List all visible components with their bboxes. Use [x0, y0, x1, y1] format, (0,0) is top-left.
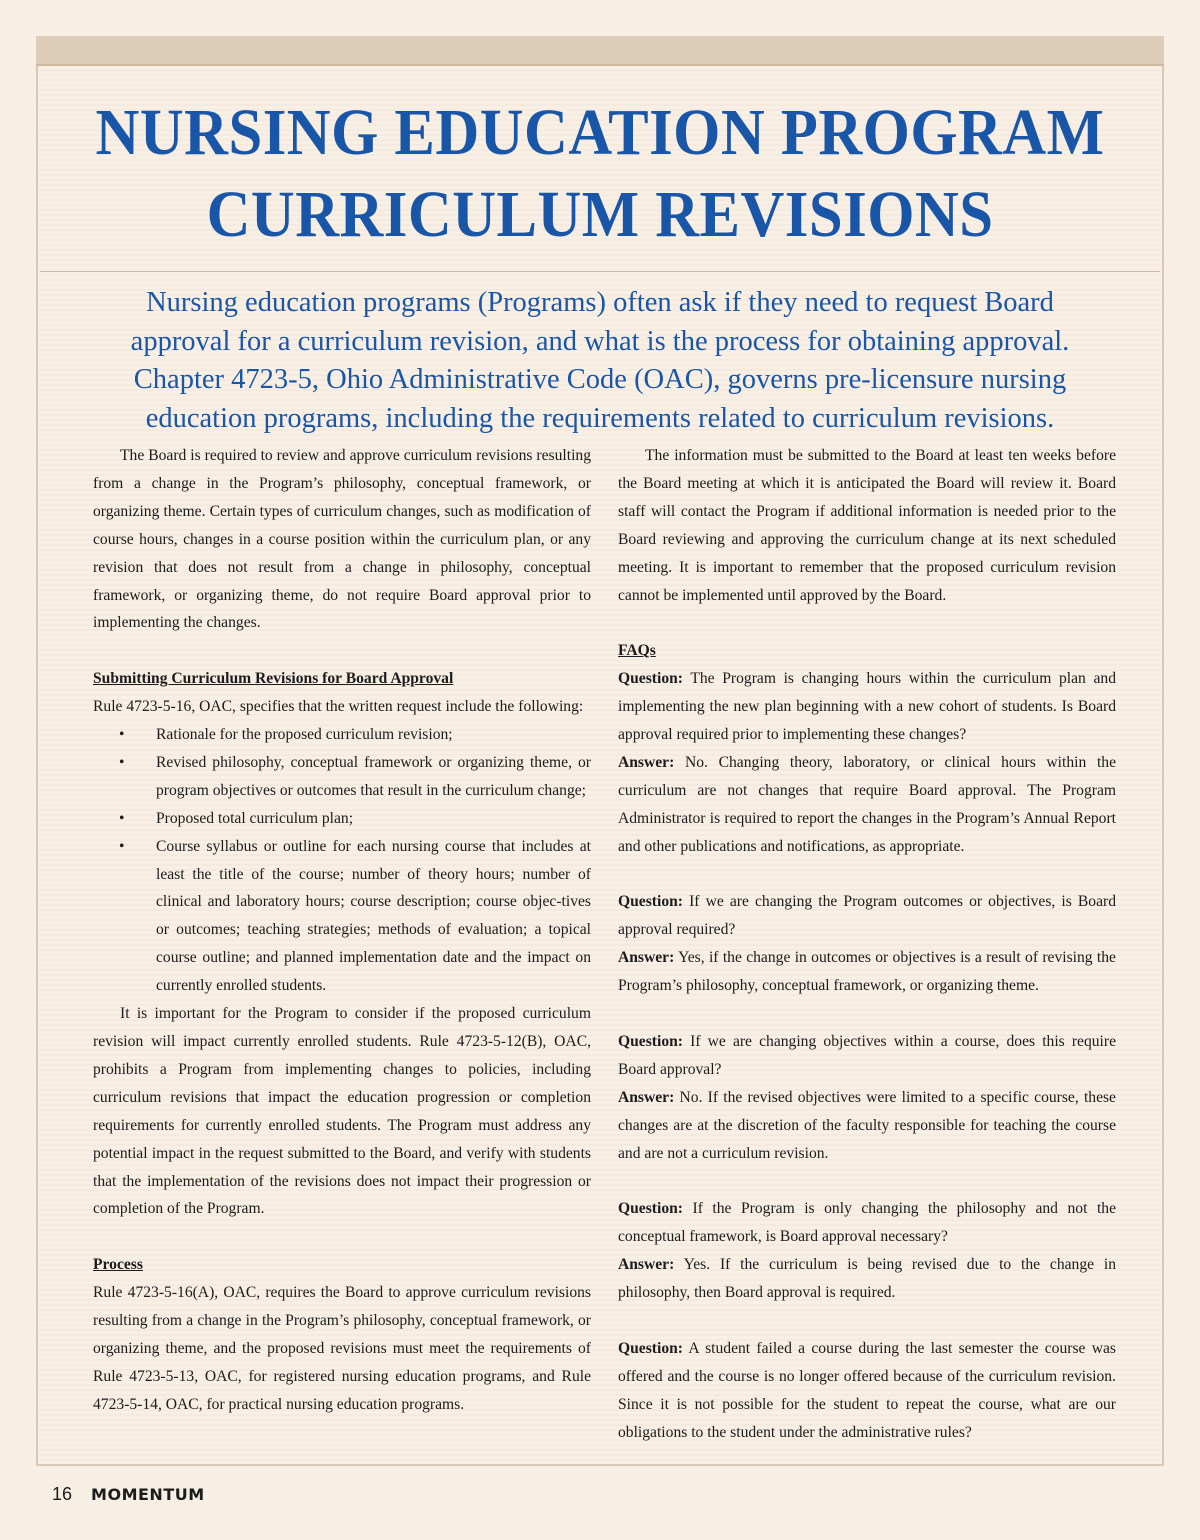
faq-question: Question: If the Program is only changing the philosophy and not the conceptual framework, is Board approval necessary?	[618, 1200, 1116, 1246]
paragraph: Rule 4723-5-16(A), OAC, requires the Board to approve curriculum revisions resulting from a change in the Program’s philosophy, conceptual framework, or organizing theme, and the proposed revisions must meet the requirements of Rule 4723-5-13, OAC, for registered nursing education programs, and Rule 4723-5-14, OAC, for practical nursing education programs.	[93, 1284, 591, 1413]
paragraph: The information must be submitted to the Board at least ten weeks before the Board meeting at which it is anticipated the Board will review it. Board staff will contact the Program if additional information is needed prior to the Board reviewing and approving the curriculum change at its next scheduled meeting. It is important to remember that the proposed curriculum revision cannot be implemented until approved by the Board.	[618, 447, 1116, 604]
faq-question: Question: If we are changing objectives within a course, does this require Board approval?	[618, 1032, 1117, 1078]
faq-question: Question: The Program is changing hours within the curriculum plan and implementing the new plan beginning with a new cohort of students. Is Board approval required prior to implementing these changes?	[618, 670, 1116, 744]
list-item: • Revised philosophy, conceptual framework or organizing theme, or program objectives or outcomes that result in the curriculum change;	[93, 749, 591, 805]
faq-answer: Answer: No. If the revised objectives were limited to a specific course, these changes are at the discretion of the faculty responsible for teaching the course and are not a curriculum revision.	[618, 1088, 1116, 1162]
list-item: • Proposed total curriculum plan;	[93, 805, 591, 833]
section-heading: Submitting Curriculum Revisions for Board Approval	[93, 670, 454, 688]
intro-line: Nursing education programs (Programs) often ask if they need to request Board	[146, 287, 1054, 318]
title-line-1: NURSING EDUCATION PROGRAM	[95, 96, 1105, 169]
requirements-list	[93, 721, 591, 1000]
intro-paragraph	[70, 284, 1130, 438]
faq-question: Question: If we are changing the Program outcomes or objectives, is Board approval required?	[618, 893, 1116, 939]
list-item: • Rationale for the proposed curriculum revision;	[93, 721, 591, 749]
faq-answer: Answer: Yes, if the change in outcomes or objectives is a result of revising the Program’s philosophy, conceptual framework, or organizing theme.	[618, 949, 1116, 995]
faq-heading: FAQs	[618, 642, 656, 660]
section-heading: Process	[93, 1256, 143, 1274]
paragraph: It is important for the Program to consider if the proposed curriculum revision will impact currently enrolled students. Rule 4723-5-12(B), OAC, prohibits a Program from implementing changes to policies, including curriculum revisions that impact the education progression or completion requirements for currently enrolled students. The Program must address any potential impact in the request submitted to the Board, and verify with students that the implementation of the revisions does not impact their progression or completion of the Program.	[93, 1005, 591, 1218]
intro-line: Chapter 4723-5, Ohio Administrative Code (OAC), governs pre-licensure nursing	[133, 364, 1067, 395]
page-number: 16	[52, 1484, 73, 1504]
bullet-icon: •	[119, 837, 125, 855]
bullet-icon: •	[119, 726, 125, 744]
faq-question: Question: A student failed a course during the last semester the course was offered and the course is no longer offered because of the curriculum revision. Since it is not possible for the student to repeat the course, what are our obligations to the student under the administrative rules?	[618, 1339, 1116, 1441]
paragraph: The Board is required to review and approve curriculum revisions resulting from a change in the Program’s philosophy, conceptual framework, or organizing theme. Certain types of curriculum changes, such as modification of course hours, changes in a course position within the curriculum plan, or any revision that does not result from a change in philosophy, conceptual framework, or organizing theme, do not require Board approval prior to implementing the changes.	[93, 447, 591, 632]
page-title	[85, 92, 1115, 256]
page-footer	[52, 1484, 205, 1505]
title-divider	[40, 271, 1160, 272]
list-item: • Course syllabus or outline for each nursing course that includes at least the title of the course; number of theory hours; number of clinical and laboratory hours; course description; course objec-tives or outcomes; teaching strategies; methods of evaluation; a topical course outline; and planned implementation date and the impact on currently enrolled students.	[93, 833, 591, 1000]
faq-answer: Answer: No. Changing theory, laboratory, or clinical hours within the curriculum are not changes that require Board approval. The Program Administrator is required to report the changes in the Program’s Annual Report and other publications and notifications, as appropriate.	[618, 753, 1116, 855]
left-column	[93, 442, 591, 1419]
paragraph: Rule 4723-5-16, OAC, specifies that the written request include the following:	[93, 698, 584, 716]
faq-answer: Answer: Yes. If the curriculum is being revised due to the change in philosophy, then Board approval is required.	[618, 1256, 1117, 1302]
intro-line: education programs, including the requirements related to curriculum revisions.	[145, 402, 1055, 434]
title-line-2: CURRICULUM REVISIONS	[206, 178, 994, 251]
bullet-icon: •	[119, 809, 125, 827]
top-band	[36, 36, 1164, 66]
bullet-icon: •	[119, 753, 125, 771]
intro-line: approval for a curriculum revision, and what is the process for obtaining approval.	[130, 325, 1070, 357]
right-column	[618, 442, 1116, 1447]
magazine-name: MOMENTUM	[91, 1485, 205, 1504]
